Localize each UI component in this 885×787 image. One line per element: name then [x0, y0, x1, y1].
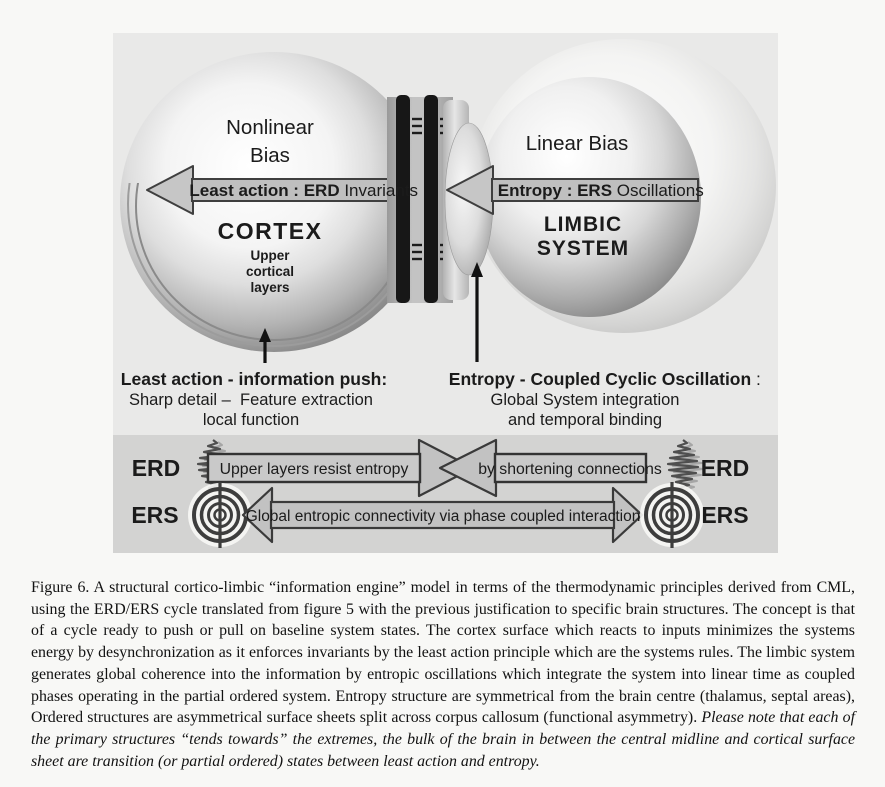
limbic-label-line1: LIMBIC — [543, 213, 623, 236]
least-action-note-line3: local function — [202, 411, 300, 429]
cortex-sublabel-2: cortical — [245, 264, 295, 279]
linear-bias-label: Linear Bias — [525, 132, 629, 155]
figure-caption-italic-note: Please note that each of the primary structures “tends towards” the extremes, the bulk of the brain in between the central midline and cortical surface sheet are transition (or partial ordered) states between least action and entropy. — [31, 709, 855, 770]
least-action-note-line2: Sharp detail – Feature extraction — [129, 391, 373, 409]
entropy-note-line2: Global System integration — [490, 391, 680, 409]
ers-arrow-label: Entropy : ERS Oscillations — [497, 181, 704, 200]
upper-layers-arrow-label: Upper layers resist entropy — [219, 461, 409, 478]
nonlinear-bias-label: Nonlinear — [226, 116, 314, 139]
shortening-connections-arrow-label: by shortening connections — [478, 461, 662, 478]
entropy-note-line3: and temporal binding — [507, 411, 663, 429]
ers-label-left: ERS — [131, 502, 179, 528]
nonlinear-bias-label-line2: Bias — [250, 144, 290, 167]
global-connectivity-arrow-label: Global entropic connectivity via phase coupled interaction — [245, 508, 641, 525]
cortex-label: CORTEX — [217, 218, 323, 244]
entropy-note-title: Entropy - Coupled Cyclic Oscillation : — [448, 369, 761, 389]
figure-panel — [113, 33, 778, 553]
cortex-sublabel-1: Upper — [250, 248, 290, 263]
erd-arrow-label: Least action : ERD Invariants — [189, 181, 419, 200]
least-action-note-title: Least action - information push: — [120, 369, 388, 389]
limbic-label-line2: SYSTEM — [536, 237, 630, 260]
erd-label-left: ERD — [131, 455, 181, 481]
erd-label-right: ERD — [700, 455, 750, 481]
figure-caption — [31, 577, 855, 772]
ers-label-right: ERS — [701, 502, 749, 528]
figure-caption-text: Figure 6. A structural cortico-limbic “information engine” model in terms of the thermodynamic principles derived from CML, using the ERD/ERS cycle translated from figure 5 with the previous justification to specific brain structures. The concept is that of a cycle ready to push or pull on baseline system states. The cortex surface which reacts to inputs minimizes the systems energy by desynchronization as it enforces invariants by the least action principle which are the systems rules. The limbic system generates global coherence into the information by entropic oscillations which integrate the system into linear time as coupled phases operating in the partial ordered system. Entropy structure are symmetrical from the brain centre (thalamus, septal areas), Ordered structures are asymmetrical surface sheets split across corpus callosum (functional asymmetry). — [31, 579, 855, 727]
cortex-sublabel-3: layers — [250, 280, 290, 295]
